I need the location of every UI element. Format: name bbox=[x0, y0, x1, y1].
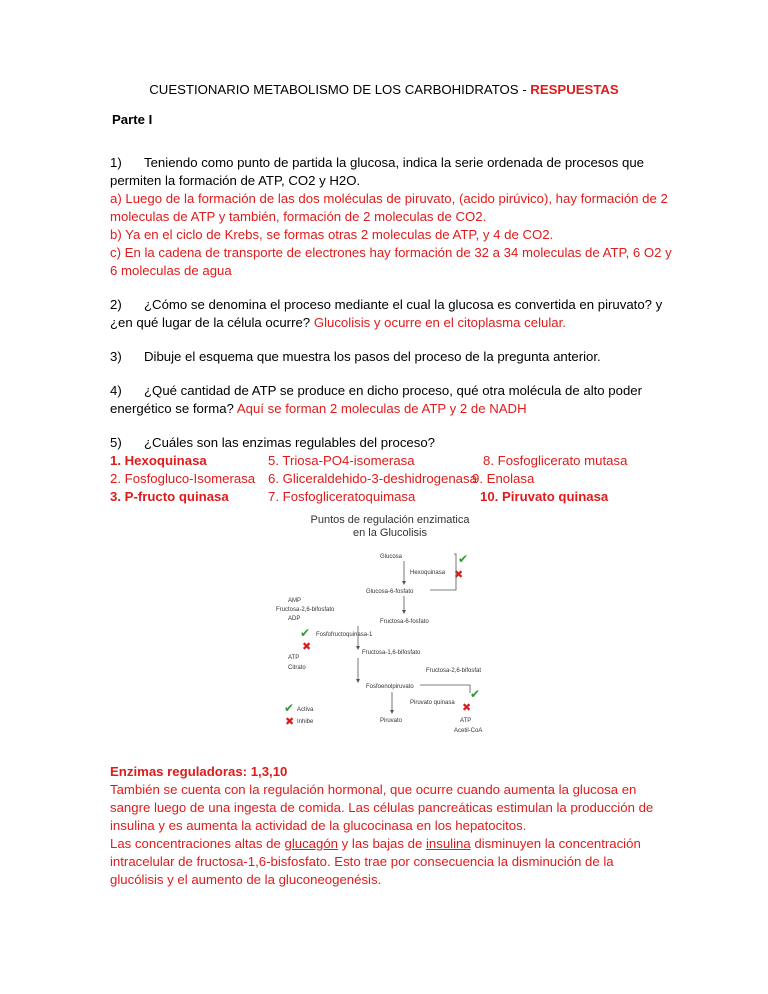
legend-check-icon: ✔ bbox=[284, 701, 295, 715]
enzyme-9: 9. Enolasa bbox=[472, 471, 535, 486]
label-atp-left: ATP bbox=[288, 655, 300, 661]
label-pk: Piruvato quinasa bbox=[410, 700, 455, 706]
answer-1a: a) Luego de la formación de las dos moléculas de piruvato, (acido pirúvico), hay formación de 2 bbox=[110, 191, 668, 206]
label-f16: Fructosa-1,6-bifosfato bbox=[362, 650, 421, 656]
enzyme-3: 3. P-fructo quinasa bbox=[110, 489, 229, 504]
label-atp-right: ATP bbox=[460, 718, 472, 724]
label-citrato: Citrato bbox=[288, 665, 306, 671]
legend-inhibe: Inhibe bbox=[297, 719, 314, 725]
insulina-word: insulina bbox=[425, 836, 471, 851]
question-5: 5) ¿Cuáles son las enzimas regulables del proceso? bbox=[110, 435, 436, 450]
label-glucosa: Glucosa bbox=[380, 554, 403, 560]
cross-icon: ✖ bbox=[462, 702, 472, 714]
cross-icon: ✖ bbox=[302, 641, 312, 653]
enzyme-2: 2. Fosfogluco-Isomerasa bbox=[110, 471, 256, 486]
enzyme-5: 5. Triosa-PO4-isomerasa bbox=[268, 453, 415, 468]
check-icon: ✔ bbox=[300, 626, 311, 640]
regulation-paragraph: Las concentraciones altas de glucagón y las bajas de insulina disminuyen la concentración bbox=[110, 836, 641, 851]
cross-icon: ✖ bbox=[454, 569, 464, 581]
label-piruvato: Piruvato bbox=[380, 718, 403, 724]
legend-cross-icon: ✖ bbox=[285, 716, 295, 728]
diagram-title: Puntos de regulación enzimatica bbox=[310, 514, 470, 526]
label-pep: Fosfoenolpiruvato bbox=[366, 684, 414, 690]
label-f26: Fructosa-2,6-bifosfato bbox=[276, 607, 335, 613]
answer-4: Aquí se forman 2 moleculas de ATP y 2 de NADH bbox=[236, 401, 527, 416]
document-page: CUESTIONARIO METABOLISMO DE LOS CARBOHIDRATOS - RESPUESTAS Parte I 1) Teniendo como punto de partida la glucosa, indica la serie ordenada de procesos que permiten la formación de ATP, CO2 y H2O. a) Luego de la formación de las dos moléculas de piruvato, (acido pirúvico), hay formación de 2 moleculas de ATP y también, formación de 2 moleculas de CO2. b) Ya en el ciclo de Krebs, se formas otras 2 moleculas de ATP, y 4 de CO2. c) En la cadena de transporte de electrones hay formación de 32 a 34 moleculas de ATP, 6 O2 y 6 moleculas de agua 2) ¿Cómo se denomina el proceso mediante el cual la glucosa es convertida en piruvato? y ¿en qué lugar de la célula ocurre? Glucolisis y ocurre en el citoplasma celular. 3) Dibuje el esquema que muestra los pasos del proceso de la pregunta anterior. 4) ¿Qué cantidad de ATP se produce en dicho proceso, qué otra molécula de alto poder energético se forma? Aquí se forman 2 moleculas de ATP y 2 de NADH 5) ¿Cuáles son las enzimas regulables del proceso? 1. Hexoquinasa 2. Fosfogluco-Isomerasa 3. P-fructo quinasa 5. Triosa-PO4-isomerasa 6. Gliceraldehido-3-deshidrogenasa 7. Fosfogliceratoquimasa 8. Fosfoglicerato mutasa 9. Enolasa 10. Piruvato quinasa Puntos de regulación enzimatica en la Glucolisis Glucosa Hexoquinasa ✔ ✖ Glucosa-6-fosfato AMP Fructosa-2,6-bifosfato ADP ✔ Fosfofructoquinasa-1 ✖ ATP Citrato Fructosa-6-fosfato Fructosa-1,6-bifosfato Fructosa-2,6-bifosfat Fosfoenolpiruvato ✔ Piruvato quinasa ✖ Piruvato ATP Acetil-CoA ✔ Activa ✖ Inhibe Enzimas reguladoras: 1,3,10 También se cuenta con la regulación hormonal, que ocurre cuando aumenta la glucosa en sangre luego de una ingesta de comida. Las células pancreáticas estimulan la producción de insulina y es aumenta la actividad de la glucocinasa en los hepatocitos. Las concentraciones altas de glucagón y las bajas de insulina disminuyen la concentración intracelular de fructosa-1,6-bisfosfato. Esto trae por consecuencia la disminución de la glucólisis y el aumento de la gluconeogenésis. bbox=[0, 0, 768, 994]
label-hexoquinasa: Hexoquinasa bbox=[410, 570, 446, 576]
enzyme-6: 6. Gliceraldehido-3-deshidrogenasa bbox=[268, 471, 477, 486]
title-highlight: RESPUESTAS bbox=[530, 82, 619, 97]
label-f6p: Fructosa-6-fosfato bbox=[380, 619, 429, 625]
glycolysis-regulation-diagram bbox=[270, 508, 510, 748]
answer-1b: b) Ya en el ciclo de Krebs, se formas otras 2 moleculas de ATP, y 4 de CO2. bbox=[110, 227, 554, 242]
glucagon-word: glucagón bbox=[284, 836, 339, 851]
question-2: 2) ¿Cómo se denomina el proceso mediante el cual la glucosa es convertida en piruvato? y bbox=[110, 297, 663, 312]
page-title: CUESTIONARIO METABOLISMO DE LOS CARBOHIDRATOS - RESPUESTAS bbox=[149, 82, 619, 97]
answer-1c: c) En la cadena de transporte de electrones hay formación de 32 a 34 moleculas de ATP, 6 O2 y bbox=[110, 245, 672, 260]
question-4: 4) ¿Qué cantidad de ATP se produce en dicho proceso, qué otra molécula de alto poder bbox=[110, 383, 643, 398]
legend-activa: Activa bbox=[297, 707, 314, 713]
label-f26-right: Fructosa-2,6-bifosfat bbox=[426, 668, 482, 674]
label-pfk: Fosfofructoquinasa-1 bbox=[316, 632, 373, 638]
enzyme-7: 7. Fosfogliceratoquimasa bbox=[268, 489, 416, 504]
question-1: 1) Teniendo como punto de partida la glucosa, indica la serie ordenada de procesos que bbox=[110, 155, 644, 170]
part-heading: Parte I bbox=[112, 112, 153, 127]
check-icon: ✔ bbox=[458, 552, 469, 566]
label-amp: AMP bbox=[288, 598, 302, 604]
check-icon: ✔ bbox=[470, 687, 481, 701]
regulation-heading: Enzimas reguladoras: 1,3,10 bbox=[110, 764, 288, 779]
question-3: 3) Dibuje el esquema que muestra los pasos del proceso de la pregunta anterior. bbox=[110, 349, 601, 364]
label-acetil-coa: Acetil-CoA bbox=[454, 728, 483, 734]
label-g6p: Glucosa-6-fosfato bbox=[366, 589, 414, 595]
answer-2: Glucolisis y ocurre en el citoplasma celular. bbox=[313, 315, 566, 330]
label-adp: ADP bbox=[288, 616, 301, 622]
enzyme-8: 8. Fosfoglicerato mutasa bbox=[483, 453, 628, 468]
enzyme-10: 10. Piruvato quinasa bbox=[480, 489, 609, 504]
enzyme-1: 1. Hexoquinasa bbox=[110, 453, 207, 468]
svg-text:en la Glucolisis: en la Glucolisis bbox=[353, 527, 427, 539]
